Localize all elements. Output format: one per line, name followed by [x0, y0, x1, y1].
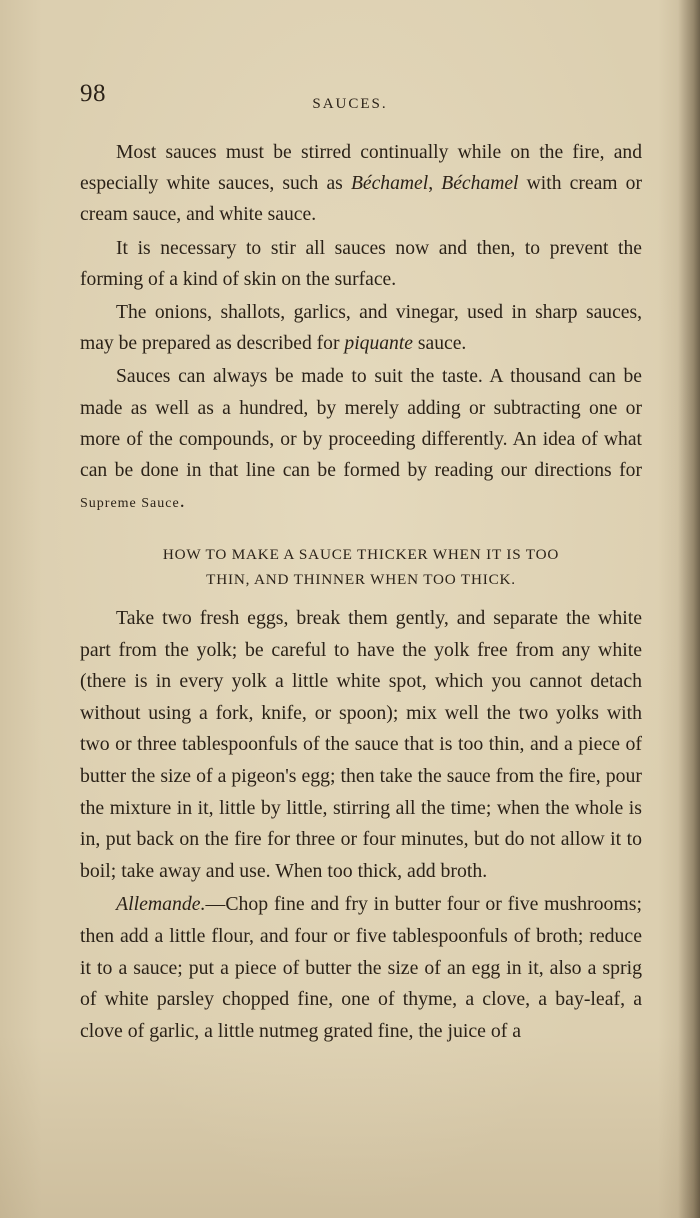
italic-term: Béchamel: [350, 173, 429, 195]
paragraph: Sauces can always be made to suit the taste. A thousand can be made as well as a hundred, by merely adding or subtracting one or more of the compounds, or by proceeding differently. An idea of what can be done in that line can be formed by reading our directions for Supreme Sauce.: [80, 366, 642, 513]
section-heading-line: THIN, AND THINNER WHEN TOO THICK.: [206, 571, 516, 588]
small-caps-reference: Supreme Sauce: [80, 496, 180, 512]
section-heading-line: HOW TO MAKE A SAUCE THICKER WHEN IT IS TOO: [162, 546, 560, 563]
running-head: SAUCES.: [312, 96, 388, 112]
paragraph: Most sauces must be stirred continually while on the fire, and especially white sauces, such as Béchamel, Béchamel with cream or cream sauce, and white sauce.: [80, 142, 642, 226]
paragraph: It is necessary to stir all sauces now and then, to prevent the forming of a kind of skin on the surface.: [80, 237, 642, 290]
section-heading: [80, 542, 642, 592]
intro-text: [80, 137, 642, 519]
paragraph: Take two fresh eggs, break them gently, and separate the white part from the yolk; be careful to have the yolk free from any white (there is in every yolk a little white spot, which you cannot detach without using a fork, knife, or spoon); mix well the two yolks with two or three tablespoonfuls of the sauce that is too thin, and a piece of butter the size of a pigeon's egg; then take the sauce from the fire, pour the mixture in it, little by little, stirring all the time; when the whole is in, put back on the fire for three or four minutes, but do not allow it to boil; take away and use. When too thick, add broth.: [80, 607, 642, 882]
recipe-title: Allemande.: [116, 893, 206, 916]
page-number: 98: [80, 80, 106, 107]
paragraph: The onions, shallots, garlics, and vinegar, used in sharp sauces, may be prepared as described for piquante sauce.: [80, 302, 642, 355]
italic-term: Béchamel: [441, 173, 519, 195]
page-gutter-shadow: [678, 0, 700, 1218]
section-text: [80, 603, 642, 1047]
paragraph: Allemande.—Chop fine and fry in butter four or five mushrooms; then add a little flour, and four or five tablespoonfuls of broth; reduce it to a sauce; put a piece of butter the size of an egg in it, also a sprig of white parsley chopped fine, one of thyme, a clove, a bay-leaf, a clove of garlic, a little nutmeg grated fine, the juice of a: [80, 893, 642, 1042]
italic-term: piquante: [344, 333, 413, 355]
